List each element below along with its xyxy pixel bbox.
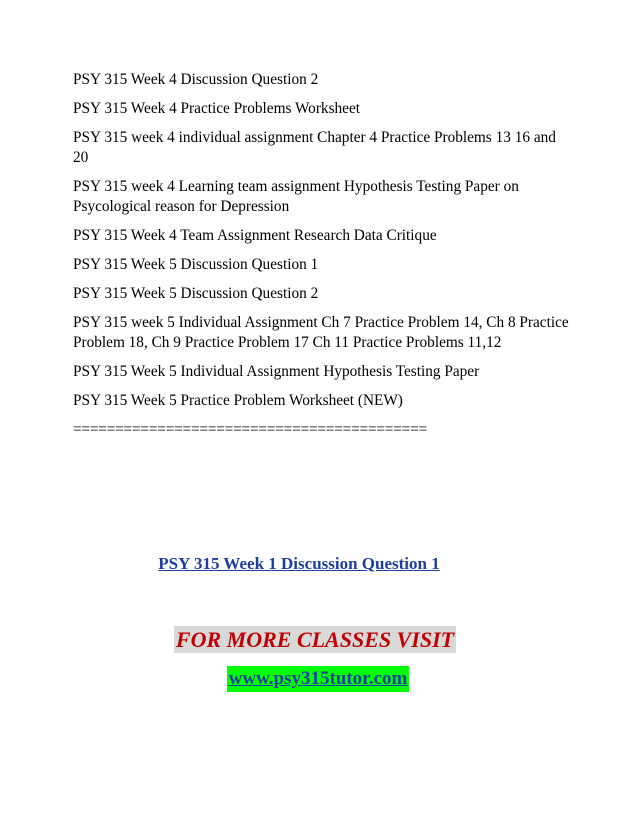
list-item: PSY 315 Week 5 Individual Assignment Hypothesis Testing Paper <box>73 363 480 380</box>
list-item: PSY 315 week 5 Individual Assignment Ch 7 Practice Problem 14, Ch 8 Practice Problem 18, Ch 9 Practice Problem 17 Ch 11 Practice Problems 11,12 <box>73 314 569 351</box>
promo-text: FOR MORE CLASSES VISIT <box>175 627 455 652</box>
list-item: PSY 315 Week 4 Team Assignment Research Data Critique <box>73 227 437 244</box>
list-item: PSY 315 Week 5 Discussion Question 1 <box>73 256 319 273</box>
list-item: PSY 315 Week 4 Discussion Question 2 <box>73 71 319 88</box>
list-item: PSY 315 Week 5 Practice Problem Worksheet (NEW) <box>73 392 403 409</box>
promo-banner <box>0 626 634 653</box>
discussion-question-link[interactable]: PSY 315 Week 1 Discussion Question 1 <box>158 554 440 573</box>
website-link-row <box>0 666 637 692</box>
list-item: PSY 315 week 4 individual assignment Chapter 4 Practice Problems 13 16 and 20 <box>73 129 556 166</box>
website-link[interactable]: www.psy315tutor.com <box>227 666 410 692</box>
document-body <box>73 70 573 440</box>
list-item: PSY 315 Week 4 Practice Problems Worksheet <box>73 100 361 117</box>
list-item: PSY 315 week 4 Learning team assignment Hypothesis Testing Paper on Psycological reason for Depression <box>73 178 519 215</box>
list-item: PSY 315 Week 5 Discussion Question 2 <box>73 285 319 302</box>
separator-line: ========================================== <box>73 421 427 438</box>
